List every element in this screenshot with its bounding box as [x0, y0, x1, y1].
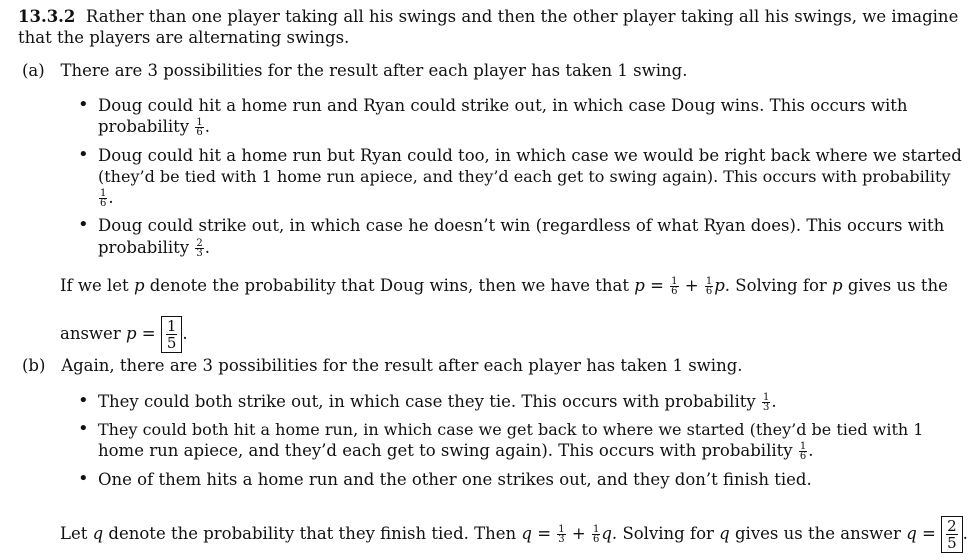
text: They could both strike out, in which case they tie. This occurs with probability — [98, 392, 756, 411]
fraction: $\frac{1}{6}$ — [671, 276, 678, 297]
answer-lhs: q = — [906, 524, 936, 543]
part-a-label: (a) — [22, 61, 45, 80]
text: Solving for — [622, 524, 714, 543]
bullet-icon: • — [78, 390, 89, 411]
fraction: $\frac{1}{6}$ — [196, 117, 203, 138]
part-b-bullet-1: They could both strike out, in which case they tie. This occurs with probability $\frac{1}{3}$ . — [98, 392, 777, 413]
answer-box — [941, 516, 963, 553]
probability-word: probability — [98, 238, 190, 257]
text: denote the probability that they finish tied. Then — [108, 524, 517, 543]
fraction: $\frac{2}{3}$ — [196, 238, 203, 259]
part-a-answer: answer p = $\frac{1}{5}$ . — [60, 317, 188, 352]
part-a-conclusion — [60, 275, 948, 297]
fraction: $\frac{1}{6}$ — [705, 276, 713, 297]
text: gives us the — [847, 276, 948, 295]
variable-q: q — [719, 524, 730, 543]
answer-lhs: p = — [125, 324, 156, 343]
equation-tail: q. — [601, 524, 618, 543]
variable-p: p — [832, 276, 843, 295]
part-b-intro — [22, 355, 743, 377]
bullet-icon: • — [78, 468, 89, 489]
plus-sign: + — [571, 524, 586, 543]
fraction: $\frac{1}{5}$ — [166, 317, 177, 352]
probability-word: probability — [98, 117, 190, 136]
text: denote the probability that Doug wins, then we have that — [149, 276, 630, 295]
problem-intro-text-1: Rather than one player taking all his swings and then the other player taking all his swings, we imagine — [85, 7, 959, 26]
plus-sign: + — [684, 276, 699, 295]
bullet-icon: • — [78, 144, 89, 165]
part-b-bullet-3: One of them hits a home run and the other one strikes out, and they don’t finish tied. — [98, 470, 812, 489]
text: Solving for — [735, 276, 827, 295]
part-a-bullet-3-line-1: Doug could strike out, in which case he doesn’t win (regardless of what Ryan does). This occurs with — [98, 216, 945, 235]
equation-lhs: p = — [634, 276, 664, 295]
fraction: $\frac{1}{6}$ — [799, 441, 807, 462]
fraction: $\frac{1}{3}$ — [558, 524, 565, 545]
part-a-intro — [22, 60, 687, 82]
fraction: $\frac{1}{6}$ — [100, 188, 107, 209]
problem-number: 13.3.2 — [18, 7, 76, 26]
part-a-bullet-1-line-2: probability $\frac{1}{6}$ . — [98, 117, 211, 138]
equation-lhs: q = — [521, 524, 552, 543]
variable-q: q — [92, 524, 104, 543]
fraction: $\frac{1}{6}$ — [593, 524, 600, 545]
bullet-icon: • — [78, 418, 89, 439]
part-a-bullet-2-line-2: (they’d be tied with 1 home run apiece, and they’d each get to swing again). This occurs with probability — [98, 167, 951, 186]
part-a-bullet-1-line-1: Doug could hit a home run and Ryan could strike out, in which case Doug wins. This occurs with — [98, 96, 908, 115]
text: answer — [60, 324, 121, 343]
bullet-icon: • — [78, 214, 89, 235]
problem-intro-line-2: that the players are alternating swings. — [18, 28, 350, 47]
text: If we let — [60, 276, 129, 295]
part-b-label: (b) — [22, 356, 46, 375]
text: gives us the answer — [734, 524, 901, 543]
part-b-bullet-2-line-2: home run apiece, and they’d each get to swing again). This occurs with probability $\frac{1}{6}$ . — [98, 441, 814, 462]
problem-intro-line-1 — [18, 6, 958, 28]
text: Let — [60, 524, 88, 543]
text: home run apiece, and they’d each get to swing again). This occurs with probability — [98, 441, 793, 460]
part-a-intro-text: There are 3 possibilities for the result after each player has taken 1 swing. — [60, 61, 688, 80]
part-b-intro-text: Again, there are 3 possibilities for the result after each player has taken 1 swing. — [61, 356, 743, 375]
fraction: $\frac{2}{5}$ — [947, 517, 957, 552]
part-b-bullet-2-line-1: They could both hit a home run, in which case we get back to where we started (they’d be tied with 1 — [98, 420, 924, 439]
part-b-conclusion: Let q denote the probability that they finish tied. Then q = $\frac{1}{3}$ + $\frac{1}{6}$ q. Solving for q gives us the answer q = $\frac{2}{5}$ . — [60, 517, 968, 552]
part-a-bullet-2-line-1: Doug could hit a home run but Ryan could too, in which case we would be right back where we started — [98, 146, 962, 165]
bullet-icon: • — [78, 94, 89, 115]
fraction: $\frac{1}{3}$ — [762, 392, 770, 413]
answer-box — [161, 316, 183, 353]
part-a-bullet-2-line-3: $\frac{1}{6}$ . — [100, 188, 114, 209]
equation-tail: p. — [714, 276, 731, 295]
variable-p: p — [133, 276, 145, 295]
part-a-bullet-3-line-2: probability $\frac{2}{3}$ . — [98, 238, 211, 259]
